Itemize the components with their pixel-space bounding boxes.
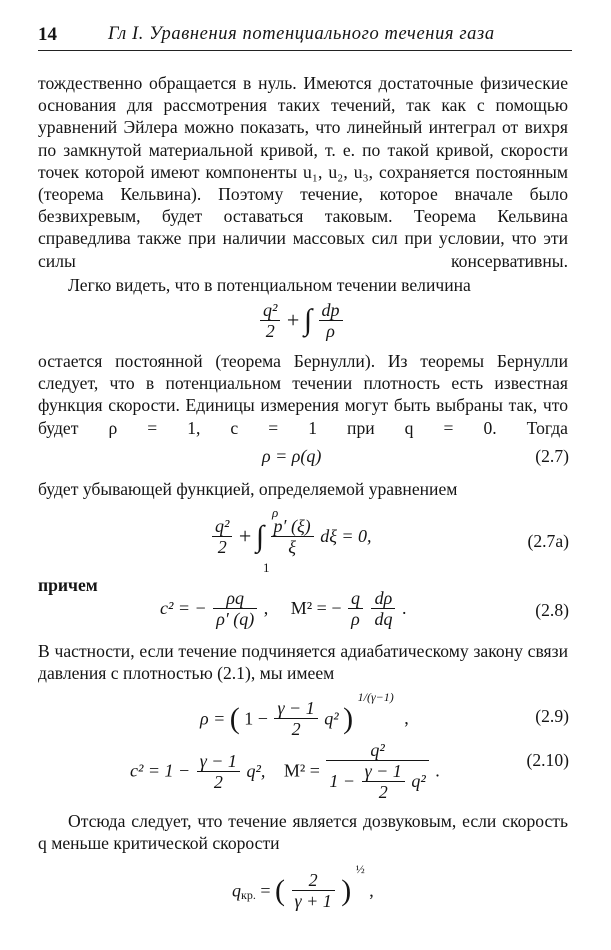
equation-2-8: c² = − $\frac{\rho q}{\rho' (q)}$ , M² = − $\frac{q}{\rho}$ $\frac{d\rho}{dq}$ . <box>160 588 407 629</box>
fraction-dp-over-rho: $\frac{dp}{\rho}$ <box>319 300 343 341</box>
equation-number-2-8: (2.8) <box>535 600 569 620</box>
equation-2-7a: $\frac{\text{q²}}{2}$ + ∫ $\frac{p' (\xi)}{\xi}$ dξ = 0, <box>210 516 372 557</box>
equation-number-2-10: (2.10) <box>526 750 569 770</box>
running-header <box>38 24 572 50</box>
running-title: Гл I. Уравнения потенциального течения газа <box>108 24 495 44</box>
equation-2-9: ρ = ( 1 − $\frac{\gamma - 1}{2}$ q² ) $^{1/(\gamma-1)}$ , <box>200 690 409 740</box>
integral-lower-limit: 1 <box>263 560 270 575</box>
paragraph-adiabatic: В частности, если течение подчиняется адиабатическому закону связи давления с плотностью (2.1), мы имеем <box>38 641 568 684</box>
equation-2-7: ρ = ρ(q) <box>262 446 322 466</box>
fraction-q2-over-2: $\frac{\text{q²}}{2}$ <box>260 300 280 341</box>
equation-2-10: c² = 1 − $\frac{\gamma - 1}{2}$ q², M² = q² 1 − $\frac{\gamma - 1}{2}$ q² . <box>130 740 440 802</box>
paragraph-intro-bernoulli: Легко видеть, что в потенциальном течении величина <box>68 275 471 295</box>
equation-number-2-9: (2.9) <box>535 706 569 726</box>
equation-bernoulli: $\frac{\text{q²}}{2}$ + ∫ $\frac{dp}{\rho}$ <box>258 300 345 341</box>
paragraph-subsonic: Отсюда следует, что течение является дозвуковым, если скорость q меньше критической скорости <box>38 811 568 854</box>
paragraph-kelvin: тождественно обращается в нуль. Имеются достаточные физические основания для рассмотрения таких течений, так как с помощью уравнений Эйлера можно показать, что линейный интеграл от вихря по замкнутой материальной кривой, т. е. по такой кривой, скорости точек которой имеют компоненты u₁, u₂, u₃, сохраняется постоянным (теорема Кельвина). Поэтому течение, которое вначале было безвихревым, будет оставаться таковым. Теорема Кельвина справедлива также при наличии массовых сил при условии, что эти силы консервативны. <box>38 73 568 271</box>
equation-number-2-7a: (2.7a) <box>527 531 569 551</box>
paragraph-decreasing: будет убывающей функцией, определяемой уравнением <box>38 479 458 499</box>
header-rule <box>38 50 572 51</box>
equation-critical-speed: $q_{кр.}$ = ( $\frac{2}{\gamma + 1}$ ) $^{\frac{1}{2}}$ , <box>232 862 374 912</box>
paragraph-bernoulli: остается постоянной (теорема Бернулли). Из теоремы Бернулли следует, что в потенциальном течении плотность есть известная функция скорости. Единицы измерения могут быть выбраны так, что будет ρ = 1, c = 1 при q = 0. Тогда <box>38 351 568 438</box>
integral-upper-limit: ρ <box>272 505 279 520</box>
page-number: 14 <box>38 24 57 45</box>
word-prichem: причем <box>38 575 98 595</box>
equation-number-2-7: (2.7) <box>535 446 569 466</box>
